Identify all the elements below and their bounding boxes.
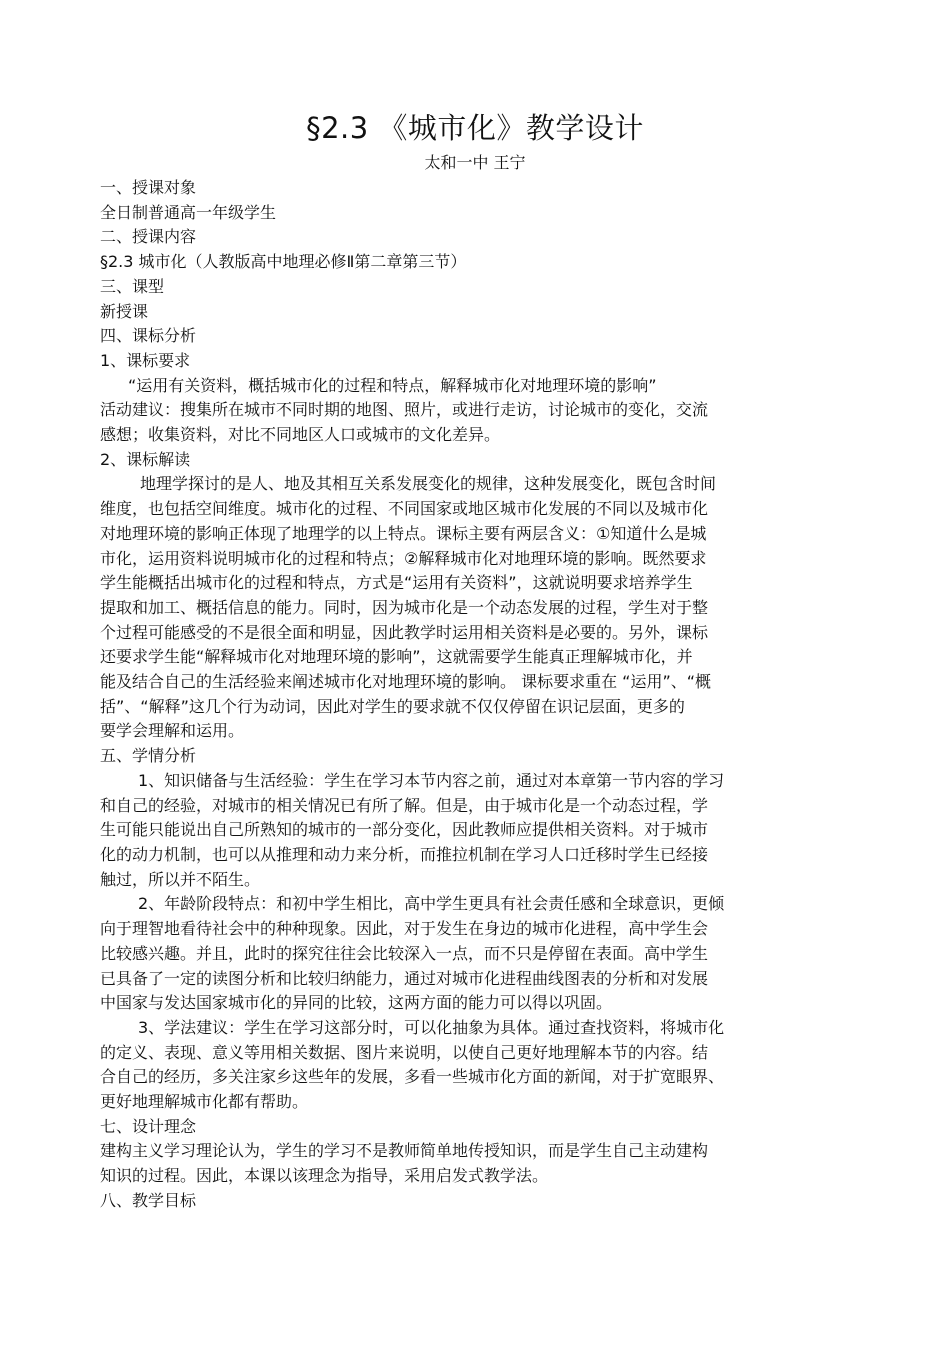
paragraph-line: 活动建议：搜集所在城市不同时期的地图、照片，或进行走访，讨论城市的变化，交流 — [100, 400, 709, 420]
paragraph-line: 中国家与发达国家城市化的异同的比较，这两方面的能力可以得以巩固。 — [100, 993, 613, 1013]
paragraph-line: 已具备了一定的读图分析和比较归纳能力，通过对城市化进程曲线图表的分析和对发展 — [100, 968, 709, 988]
paragraph-line: 3、学法建议：学生在学习这部分时，可以化抽象为具体。通过查找资料，将城市化 — [138, 1017, 725, 1037]
paragraph-line: 触过，所以并不陌生。 — [100, 869, 261, 889]
paragraph-line: 1、知识储备与生活经验：学生在学习本节内容之前，通过对本章第一节内容的学习 — [138, 770, 725, 790]
paragraph-line: 要学会理解和运用。 — [100, 721, 245, 741]
section-heading: 五、学情分析 — [100, 746, 197, 766]
document-title: §2.3 《城市化》教学设计 — [306, 111, 644, 145]
paragraph-line: 能及结合自己的生活经验来阐述城市化对地理环境的影响。 课标要求重在 “运用”、“概 — [100, 672, 712, 692]
section-heading: 三、课型 — [100, 276, 165, 296]
paragraph-line: 的定义、表现、意义等用相关数据、图片来说明，以使自己更好地理解本节的内容。结 — [100, 1042, 709, 1062]
paragraph-line: 2、年龄阶段特点：和初中学生相比，高中学生更具有社会责任感和全球意识，更倾 — [138, 894, 725, 914]
paragraph-line: 向于理智地看待社会中的种种现象。因此，对于发生在身边的城市化进程，高中学生会 — [100, 919, 709, 939]
paragraph-line: 提取和加工、概括信息的能力。同时，因为城市化是一个动态发展的过程，学生对于整 — [100, 597, 709, 617]
paragraph-line: 全日制普通高一年级学生 — [100, 202, 277, 222]
paragraph-line: 更好地理解城市化都有帮助。 — [100, 1092, 309, 1112]
paragraph-line: 括”、“解释”这几个行为动词，因此对学生的要求就不仅仅停留在识记层面，更多的 — [100, 696, 685, 716]
paragraph-line: 化的动力机制，也可以从推理和动力来分析，而推拉机制在学习人口迁移时学生已经接 — [100, 844, 709, 864]
author-line: 太和一中 王宁 — [424, 153, 526, 172]
paragraph-line: 比较感兴趣。并且，此时的探究往往会比较深入一点，而不只是停留在表面。高中学生 — [100, 943, 709, 963]
section-heading: 二、授课内容 — [100, 227, 197, 247]
paragraph-line: 知识的过程。因此，本课以该理念为指导，采用启发式教学法。 — [100, 1166, 549, 1186]
section-heading: 七、设计理念 — [100, 1116, 197, 1136]
section-heading: 八、教学目标 — [100, 1190, 197, 1210]
paragraph-line: 维度，也包括空间维度。城市化的过程、不同国家或地区城市化发展的不同以及城市化 — [100, 499, 709, 519]
paragraph-line: 生可能只能说出自己所熟知的城市的一部分变化，因此教师应提供相关资料。对于城市 — [100, 820, 709, 840]
paragraph-line: 还要求学生能“解释城市化对地理环境的影响”，这就需要学生能真正理解城市化，并 — [100, 647, 693, 667]
section-heading: 一、授课对象 — [100, 178, 197, 197]
paragraph-line: 学生能概括出城市化的过程和特点，方式是“运用有关资料”，这就说明要求培养学生 — [100, 573, 693, 593]
paragraph-line: 建构主义学习理论认为，学生的学习不是教师简单地传授知识，而是学生自己主动建构 — [100, 1141, 709, 1161]
paragraph-line: 个过程可能感受的不是很全面和明显，因此教学时运用相关资料是必要的。另外，课标 — [100, 622, 709, 642]
paragraph-line: 感想；收集资料，对比不同地区人口或城市的文化差异。 — [100, 425, 501, 445]
paragraph-line: 和自己的经验，对城市的相关情况已有所了解。但是，由于城市化是一个动态过程，学 — [100, 795, 709, 815]
subsection-heading: 2、课标解读 — [100, 449, 191, 469]
paragraph-line: §2.3 城市化（人教版高中地理必修Ⅱ第二章第三节） — [100, 252, 467, 272]
subsection-heading: 1、课标要求 — [100, 350, 191, 370]
paragraph-line: 市化，运用资料说明城市化的过程和特点；②解释城市化对地理环境的影响。既然要求 — [100, 548, 707, 568]
paragraph-line: 对地理环境的影响正体现了地理学的以上特点。课标主要有两层含义：①知道什么是城 — [100, 523, 707, 543]
paragraph-line: 新授课 — [100, 301, 149, 321]
section-heading: 四、课标分析 — [100, 326, 197, 346]
document-body — [100, 176, 800, 1214]
quote-line: “运用有关资料，概括城市化的过程和特点，解释城市化对地理环境的影响” — [128, 375, 657, 395]
paragraph-line: 地理学探讨的是人、地及其相互关系发展变化的规律，这种发展变化，既包含时间 — [140, 474, 717, 494]
paragraph-line: 合自己的经历，多关注家乡这些年的发展，多看一些城市化方面的新闻，对于扩宽眼界、 — [100, 1067, 725, 1087]
